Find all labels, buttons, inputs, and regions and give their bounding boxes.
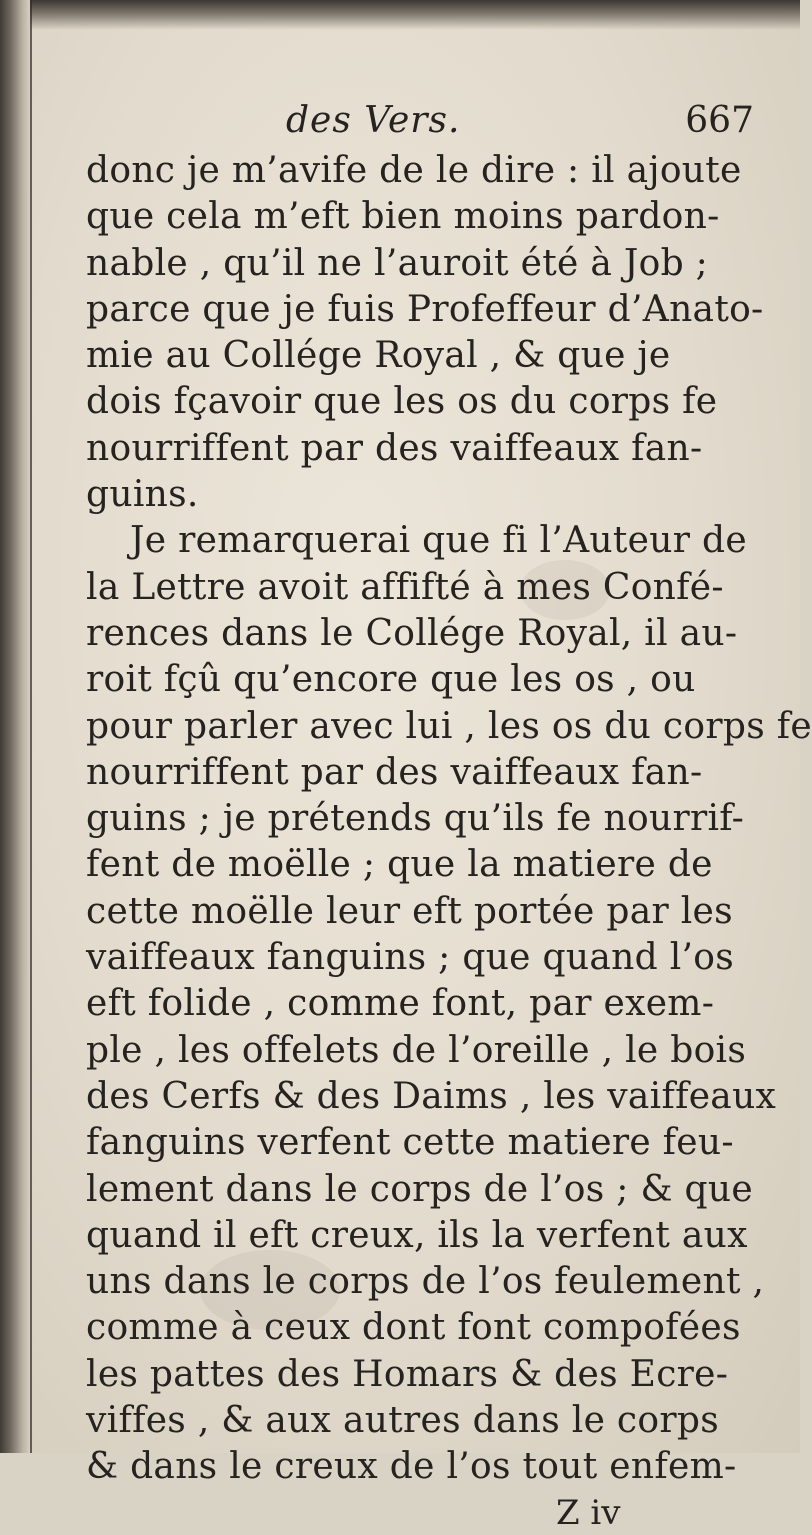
running-head <box>86 100 766 148</box>
text-line: la Lettre avoit affifté à mes Confé- <box>86 566 724 608</box>
running-title: des Vers. <box>286 100 461 141</box>
text-line: fent de moëlle ; que la matiere de <box>86 844 713 886</box>
text-line: roit fçû qu’encore que les os , ou <box>86 659 696 701</box>
text-line: donc je m’avife de le dire : il ajoute <box>86 150 742 191</box>
text-line: les pattes des Homars & des Ecre- <box>86 1353 729 1395</box>
signature-mark: Z iv <box>556 1492 621 1533</box>
text-line: fanguins verfent cette matiere feu- <box>86 1122 734 1164</box>
text-line: vaiffeaux fanguins ; que quand l’os <box>86 937 735 979</box>
text-line: lement dans le corps de l’os ; & que <box>86 1168 753 1210</box>
text-line: nourriffent par des vaiffeaux fan- <box>86 427 703 469</box>
binding-gutter <box>0 0 30 1453</box>
text-line: & dans le creux de l’os tout enfem- <box>86 1446 737 1488</box>
text-line: des Cerfs & des Daims , les vaiffeaux <box>86 1075 777 1117</box>
page-top-shadow <box>0 0 800 30</box>
text-line: nable , qu’il ne l’auroit été à Job ; <box>86 242 709 284</box>
text-line: cette moëlle leur eft portée par les <box>86 890 733 932</box>
text-line: guins. <box>86 474 199 516</box>
text-line: viffes , & aux autres dans le corps <box>86 1400 719 1442</box>
text-line: rences dans le Collége Royal, il au- <box>86 612 738 654</box>
paragraph-start-line: Je remarquerai que fi l’Auteur de <box>130 520 747 562</box>
gutter-edge-line <box>30 0 32 1453</box>
page-number: 667 <box>685 100 754 141</box>
text-line: nourriffent par des vaiffeaux fan- <box>86 751 703 793</box>
text-line: ple , les offelets de l’oreille , le bois <box>86 1029 747 1071</box>
text-line: dois fçavoir que les os du corps fe <box>86 381 718 423</box>
text-line: parce que je fuis Profeffeur d’Anato- <box>86 288 764 330</box>
text-line: comme à ceux dont font compofées <box>86 1307 741 1349</box>
text-line: quand il eft creux, ils la verfent aux <box>86 1214 748 1256</box>
text-line: que cela m’eft bien moins pardon- <box>86 196 720 238</box>
text-line: uns dans le corps de l’os feulement , <box>86 1261 765 1303</box>
text-line: mie au Collége Royal , & que je <box>86 335 671 377</box>
text-line: guins ; je prétends qu’ils fe nourrif- <box>86 798 745 840</box>
text-block <box>86 100 812 1535</box>
text-line: pour parler avec lui , les os du corps fe <box>86 705 812 747</box>
text-line: eft folide , comme font, par exem- <box>86 983 715 1025</box>
